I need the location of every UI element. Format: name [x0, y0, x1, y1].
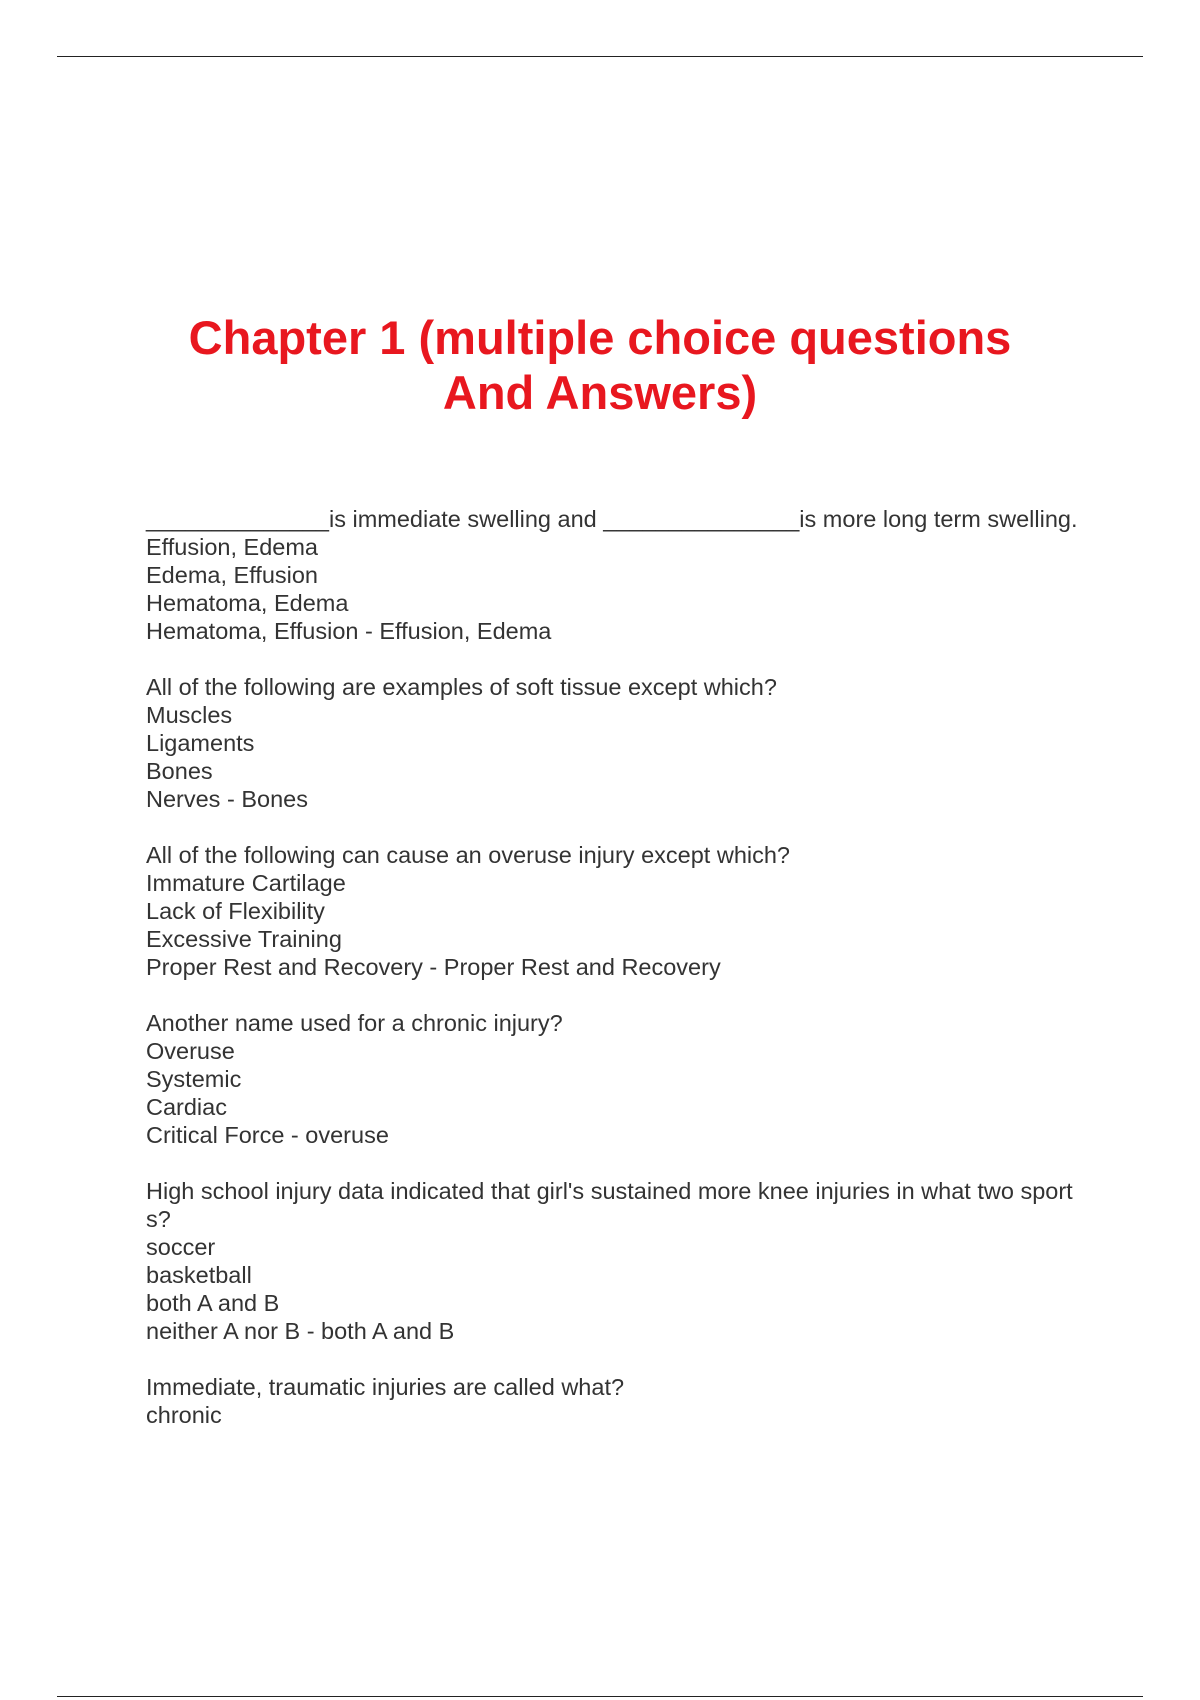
question-list [146, 505, 1096, 1457]
title-line-1: Chapter 1 (multiple choice questions [188, 311, 1012, 364]
question-block [146, 673, 1096, 813]
answer-option: Effusion, Edema [146, 534, 319, 560]
answer-option: Overuse [146, 1038, 235, 1064]
answer-option-with-answer: Hematoma, Effusion - Effusion, Edema [146, 618, 552, 644]
answer-option: Immature Cartilage [146, 870, 346, 896]
question-block [146, 1009, 1096, 1149]
question-block [146, 841, 1096, 981]
answer-option-with-answer: Critical Force - overuse [146, 1122, 389, 1148]
answer-option: Edema, Effusion [146, 562, 319, 588]
header-rule [57, 56, 1143, 57]
answer-option: both A and B [146, 1290, 280, 1316]
question-text: Another name used for a chronic injury? [146, 1010, 563, 1036]
answer-option: Lack of Flexibility [146, 898, 325, 924]
answer-option-with-answer: Proper Rest and Recovery - Proper Rest and Recovery [146, 954, 721, 980]
question-text-continued: s? [146, 1206, 171, 1232]
answer-option-with-answer: Nerves - Bones [146, 786, 308, 812]
question-block [146, 1373, 1096, 1429]
answer-option: basketball [146, 1262, 252, 1288]
answer-option: Muscles [146, 702, 233, 728]
question-block [146, 1177, 1096, 1345]
answer-option: Hematoma, Edema [146, 590, 349, 616]
answer-option: Excessive Training [146, 926, 342, 952]
footer-rule [57, 1696, 1143, 1697]
question-text: All of the following can cause an overuse injury except which? [146, 842, 791, 868]
answer-option: Ligaments [146, 730, 255, 756]
question-block [146, 505, 1096, 645]
question-text: Immediate, traumatic injuries are called what? [146, 1374, 625, 1400]
answer-option: soccer [146, 1234, 216, 1260]
answer-option: Bones [146, 758, 213, 784]
question-text: High school injury data indicated that girl's sustained more knee injuries in what two sport [146, 1178, 1073, 1204]
answer-option: Cardiac [146, 1094, 227, 1120]
answer-option-with-answer: neither A nor B - both A and B [146, 1318, 455, 1344]
answer-option: chronic [146, 1402, 222, 1428]
question-text: ______________is immediate swelling and _______________is more long term swelling. [146, 506, 1078, 532]
title-line-2: And Answers) [442, 366, 758, 419]
answer-option: Systemic [146, 1066, 242, 1092]
page-title [0, 310, 1200, 420]
question-text: All of the following are examples of soft tissue except which? [146, 674, 777, 700]
